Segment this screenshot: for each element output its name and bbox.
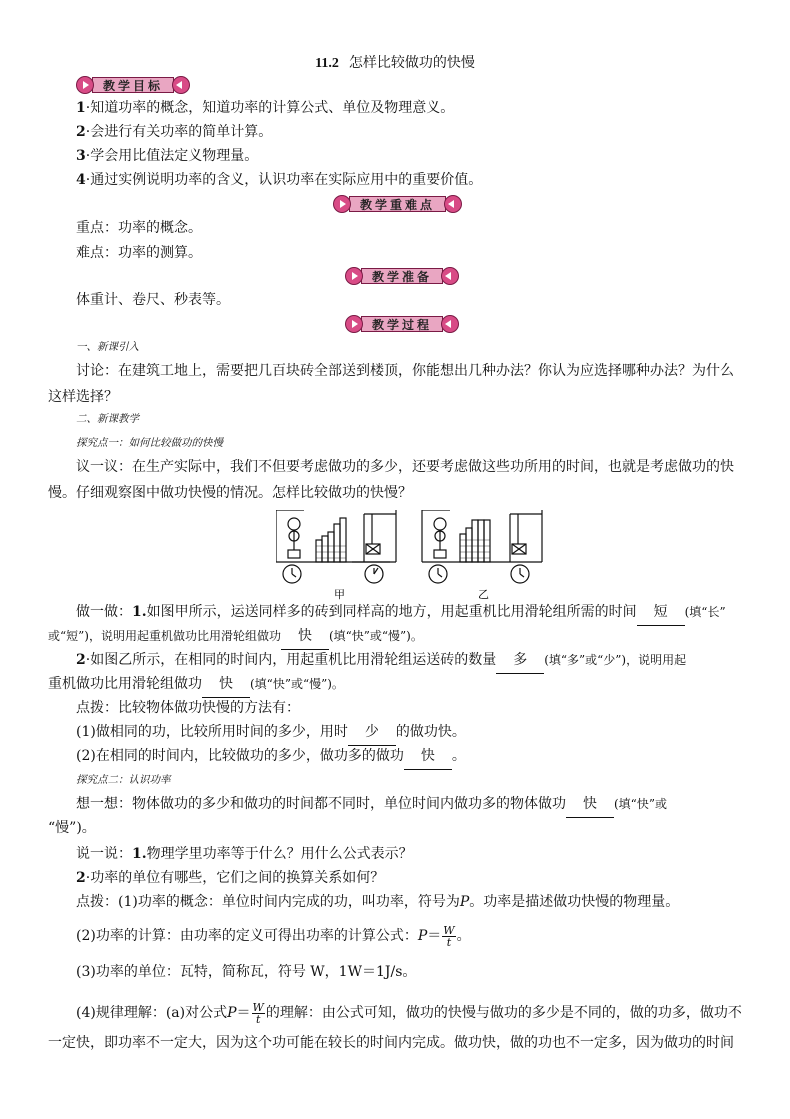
answer-blank: 快 [566, 791, 614, 818]
goal-item: 3·学会用比值法定义物理量。 [76, 148, 259, 164]
banner-preparation [345, 267, 459, 285]
preparation-text: 体重计、卷尺、秒表等。 [76, 292, 230, 308]
say-2: 2·功率的单位有哪些，它们之间的换算关系如何？ [76, 870, 385, 886]
banner-goals [76, 76, 190, 94]
answer-blank: 快 [281, 623, 329, 650]
answer-blank: 多 [496, 647, 544, 674]
fraction-w-over-t: $\frac{W}{t}$ [443, 923, 455, 949]
probe-heading: 探究点二：认识功率 [76, 774, 171, 786]
answer-blank: 快 [202, 671, 250, 698]
law-line1: (4)规律理解：(a)对公式P＝ $\frac{W}{t}$ 的理解：由公式可知，做功的快慢与做功的多少是不同的，做的功多，做功不 [76, 1000, 742, 1026]
goal-item: 1·知道功率的概念，知道功率的计算公式、单位及物理意义。 [76, 100, 455, 116]
discussion-paragraph: 讨论：在建筑工地上，需要把几百块砖全部送到楼顶，你能想出几种办法？你认为应选择哪种办法？为什么这样选择？ [48, 363, 734, 405]
law-line2: 一定快，即功率不一定大，因为这个功可能在较长的时间内完成。做功快，做的功也不一定多，因为做功的时间 [48, 1035, 734, 1051]
figure-label-jia: 甲 [334, 588, 345, 601]
exercise-2-line1: 2·如图乙所示，在相同的时间内，用起重机比用滑轮组运送砖的数量 多 (填“多”或“少”)，说明用起 [76, 647, 746, 674]
banner-label: 教学准备 [361, 268, 443, 284]
answer-blank: 短 [637, 599, 685, 626]
exercise-1-line2: 或“短”)，说明用起重机做功比用滑轮组做功 快 (填“快”或“慢”)。 [48, 623, 746, 650]
section-number: 11.2 [315, 56, 339, 71]
answer-blank: 少 [348, 719, 396, 746]
say-1: 说一说：1.物理学里功率等于什么？用什么公式表示？ [76, 846, 413, 862]
answer-blank: 快 [404, 743, 452, 770]
banner-key-points [333, 195, 462, 213]
tip-unit: (3)功率的单位：瓦特，简称瓦，符号 W，1W＝1J/s。 [76, 964, 417, 980]
banner-right-arrow-icon [441, 315, 459, 333]
banner-right-arrow-icon [172, 76, 190, 94]
think-line1: 想一想：物体做功的多少和做功的时间都不同时，单位时间内做功多的物体做功 快 (填“快”或 [76, 791, 746, 818]
banner-label: 教学目标 [92, 77, 174, 93]
difficult-point: 难点：功率的测算。 [76, 245, 202, 261]
key-point: 重点：功率的概念。 [76, 220, 202, 236]
banner-left-arrow-icon [345, 267, 363, 285]
banner-left-arrow-icon [333, 195, 351, 213]
goal-item: 2·会进行有关功率的简单计算。 [76, 124, 273, 140]
section-heading: 一、新课引入 [76, 341, 139, 353]
method-1: (1)做相同的功，比较所用时间的多少，用时 少 的做功快。 [76, 719, 746, 746]
banner-label: 教学重难点 [349, 196, 446, 212]
fraction-w-over-t: $\frac{W}{t}$ [252, 1000, 264, 1026]
exercise-1-line1: 做一做：1.如图甲所示，运送同样多的砖到同样高的地方，用起重机比用滑轮组所需的时间 短 (填“长” [76, 599, 746, 626]
tip-concept: 点拨：(1)功率的概念：单位时间内完成的功，叫功率，符号为P。功率是描述做功快慢的物理量。 [76, 894, 680, 910]
banner-left-arrow-icon [76, 76, 94, 94]
banner-process [345, 315, 459, 333]
banner-right-arrow-icon [444, 195, 462, 213]
probe-heading: 探究点一：如何比较做功的快慢 [76, 437, 223, 449]
think-line2: “慢”)。 [48, 820, 96, 836]
title-text: 怎样比较做功的快慢 [348, 55, 475, 71]
banner-left-arrow-icon [345, 315, 363, 333]
goal-item: 4·通过实例说明功率的含义，认识功率在实际应用中的重要价值。 [76, 172, 483, 188]
exercise-2-line2: 重机做功比用滑轮组做功 快 (填“快”或“慢”)。 [48, 671, 746, 698]
page-title [0, 52, 790, 72]
method-2: (2)在相同的时间内，比较做功的多少，做功多的做功 快 。 [76, 743, 746, 770]
banner-right-arrow-icon [441, 267, 459, 285]
banner-label: 教学过程 [361, 316, 443, 332]
discuss-paragraph: 议一议：在生产实际中，我们不但要考虑做功的多少，还要考虑做这些功所用的时间，也就是考虑做功的快慢。仔细观察图中做功快慢的情况。怎样比较做功的快慢？ [48, 459, 734, 501]
tip-formula: (2)功率的计算：由功率的定义可得出功率的计算公式：P＝ $\frac{W}{t}$ 。 [76, 923, 471, 949]
figure-label-yi: 乙 [478, 588, 489, 601]
section-heading: 二、新课教学 [76, 413, 139, 425]
tip-heading: 点拨：比较物体做功快慢的方法有： [76, 700, 300, 716]
crane-pulley-figure [276, 510, 546, 602]
